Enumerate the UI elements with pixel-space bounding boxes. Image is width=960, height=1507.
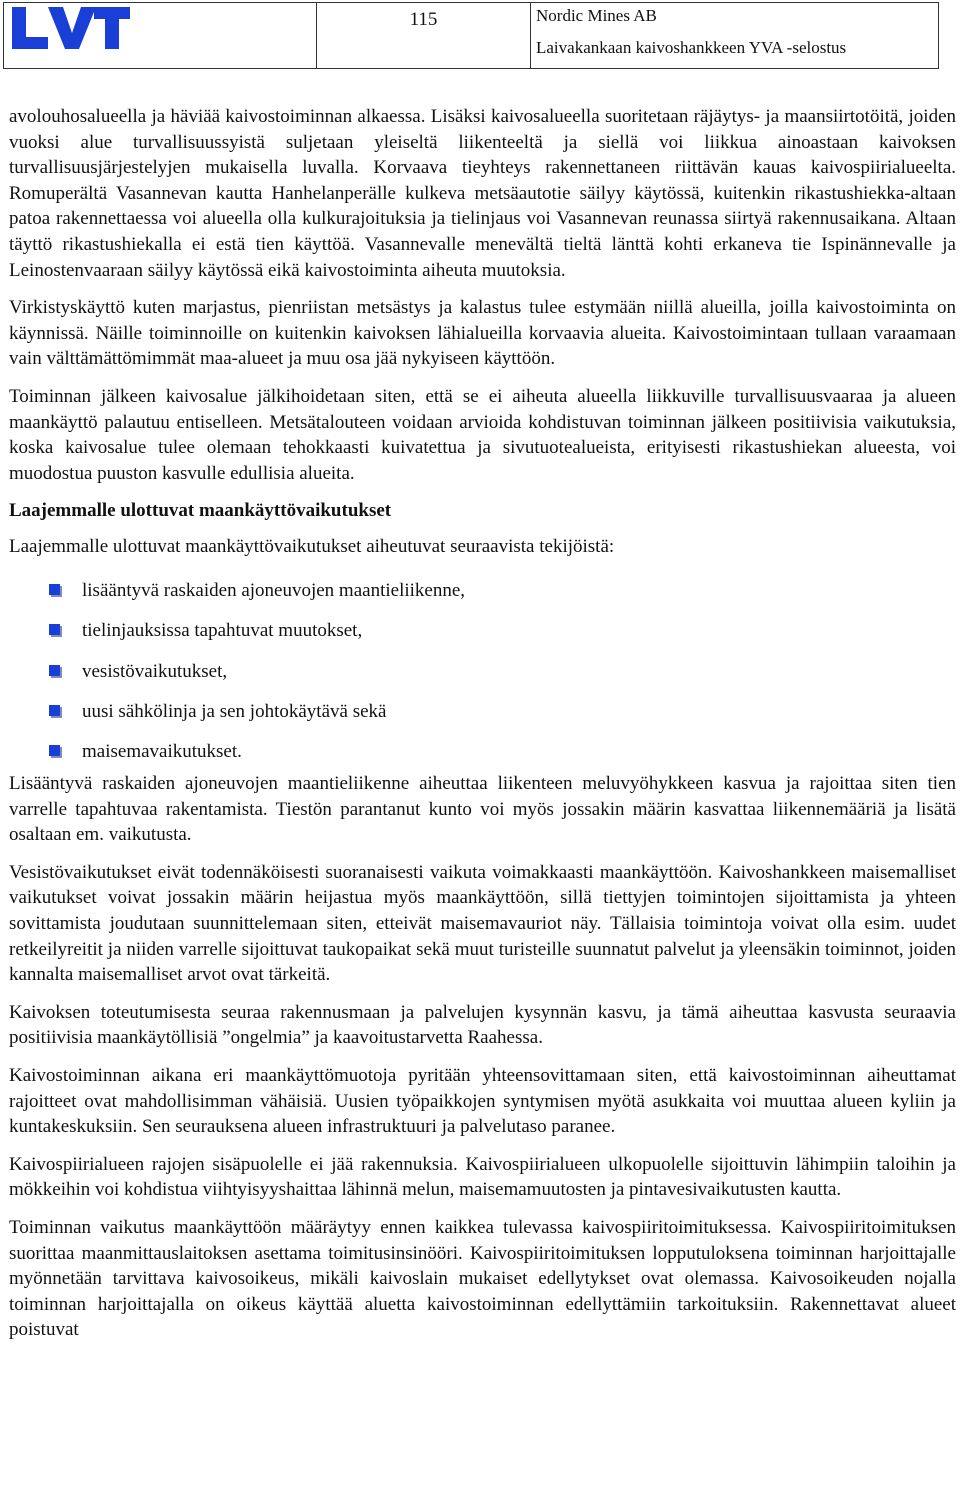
list-item [9,659,956,699]
company-name: Nordic Mines AB [536,6,657,25]
document-info-cell [531,3,938,68]
list-item [9,739,956,769]
document-title: Laivakankaan kaivoshankkeen YVA -selostus [536,38,847,57]
list-item [9,699,956,739]
bullet-square-icon [49,745,60,756]
list-item [9,618,956,658]
paragraph-8: Kaivospiirialueen rajojen sisäpuolelle ei jää rakennuksia. Kaivospiirialueen ulkopuolelle sijoittuvin lähimpiin taloihin ja mökkeihin voi kohdistua viihtyisyyshaittaa lähinnä melun, maisemamuutosten ja pintavesivaikutusten kautta. [9,1153,956,1201]
list-item-text: vesistövaikutukset, [82,660,228,682]
bullet-square-icon [49,705,60,716]
paragraph-1: avolouhosalueella ja häviää kaivostoiminnan alkaessa. Lisäksi kaivosalueella suoritetaan räjäytys- ja maansiirtotöitä, joiden vuoksi alue turvallisuussyistä suljetaan yleiseltä liikenteeltä ja siellä voi liikkua ainoastaan kaivoksen turvallisuusjärjestelyjen mukaisella luvalla. Korvaava tieyhteys rakennettaneen riittävän kauas kaivospiirialueelta. Romuperältä Vasannevan kautta Hanhelanperälle kulkeva metsäautotie säilyy käytössä, kuitenkin rikastushiekka-altaan patoa rakennettaessa voi alueella olla kulkurajoituksia ja tielinjaus voi Vasannevan reunassa siirtyä rakennusaikana. Altaan täyttö rikastushiekalla ei estä tien käyttöä. Vasannevalle menevältä tieltä länttä kohti erkaneva tie Ispinännevalle ja Leinostenvaaraan säilyy käytössä eikä kaivostoiminta aiheuta muutoksia. [9,106,956,281]
paragraph-2: Virkistyskäyttö kuten marjastus, pienriistan metsästys ja kalastus tulee estymään niillä alueilla, joilla kaivostoiminta on käynnissä. Näille toiminnoille on kuitenkin kaivoksen lähialueilla korvaavia alueita. Kaivostoimintaan tullaan varaamaan vain välttämättömimmät maa-alueet ja muu osa jää nykyiseen käyttöön. [9,297,956,370]
intro-paragraph: Laajemmalle ulottuvat maankäyttövaikutukset aiheutuvat seuraavista tekijöistä: [9,536,615,558]
list-item [9,578,956,618]
page-header [3,2,939,69]
bullet-square-icon [49,665,60,676]
bullet-square-icon [49,584,60,595]
list-item-text: uusi sähkölinja ja sen johtokäytävä sekä [82,700,387,722]
page-number: 115 [409,9,438,30]
list-item-text: lisääntyvä raskaiden ajoneuvojen maantieliikenne, [82,579,466,601]
paragraph-7: Kaivostoiminnan aikana eri maankäyttömuotoja pyritään yhteensovittamaan siten, että kaivostoiminnan aiheuttamat rajoitteet ovat mahdollisimman vähäisiä. Uusien työpaikkojen syntymisen myötä asukkaita voi muuttaa alueen kyliin ja kuntakeskuksiin. Sen seurauksena alueen infrastruktuuri ja palvelutaso paranee. [9,1065,956,1138]
paragraph-4: Lisääntyvä raskaiden ajoneuvojen maantieliikenne aiheuttaa liikenteen meluvyöhykkeen kasvua ja rajoittaa siten tien varrelle tapahtuvaa rakentamista. Tiestön parantanut kunto voi myös jossakin määrin kasvattaa liikennemääriä ja lisätä osaltaan em. vaikutusta. [9,773,956,846]
list-item-text: tielinjauksissa tapahtuvat muutokset, [82,620,363,642]
list-item-text: maisemavaikutukset. [82,741,242,763]
bullet-list [9,578,956,769]
page-number-cell [317,3,531,68]
paragraph-3: Toiminnan jälkeen kaivosalue jälkihoidetaan siten, että se ei aiheuta alueella liikkuville turvallisuusvaaraa ja alueen maankäyttö palautuu entiselleen. Metsätalouteen voidaan arvioida kohdistuvan toiminnan jälkeen positiivisia vaikutuksia, koska kaivosalue tulee olemaan tehokkaasti kuivatettua ja sivutuotealueista, erityisesti rikastushiekan alueesta, voi muodostua puuston kasvulle edullisia alueita. [9,385,956,484]
paragraph-6: Kaivoksen toteutumisesta seuraa rakennusmaan ja palvelujen kysynnän kasvu, ja tämä aiheuttaa kasvusta seuraavia positiivisia maankäytöllisiä ”ongelmia” ja kaavoitustarvetta Raahessa. [9,1001,956,1049]
bullet-square-icon [49,624,60,635]
logo-cell [4,3,317,68]
paragraph-9: Toiminnan vaikutus maankäyttöön määräytyy ennen kaikkea tulevassa kaivospiiritoimituksessa. Kaivospiiritoimituksen suorittaa maanmittauslaitoksen asettama toimitusinsinööri. Kaivospiiritoimituksen lopputuloksena toiminnan harjoittajalle myönnetään tarvittava kaivosoikeus, mikäli kaivoslain mukaiset edellytykset ovat olemassa. Kaivosoikeuden nojalla toiminnan harjoittajalla on oikeus käyttää aluetta kaivostoiminnan edellyttämiin tarkoituksiin. Rakennettavat alueet poistuvat [9,1217,956,1341]
section-heading: Laajemmalle ulottuvat maankäyttövaikutukset [9,500,392,522]
document-body [9,104,956,1355]
lvt-logo [8,3,132,53]
paragraph-5: Vesistövaikutukset eivät todennäköisesti suoranaisesti vaikuta voimakkaasti maankäyttöön. Kaivoshankkeen maisemalliset vaikutukset voivat jossakin määrin heijastua myös maankäyttöön, sillä tiettyjen toimintojen sijoittamista ja yhteen sovittamista joudutaan suunnittelemaan siten, etteivät maisemavauriot näy. Tällaisia toimintoja voivat olla esim. uudet retkeilyreitit ja niiden varrelle sijoittuvat taukopaikat sekä muut turisteille suunnatut palvelut ja yleensäkin toiminnot, joiden kannalta maisemalliset arvot ovat tärkeitä. [9,861,956,986]
